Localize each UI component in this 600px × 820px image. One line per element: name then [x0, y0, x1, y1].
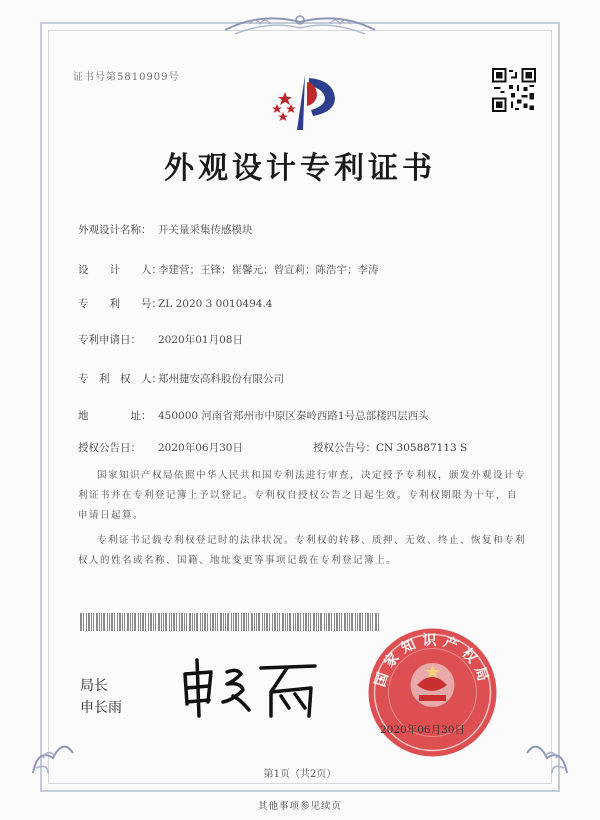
official-seal	[365, 625, 500, 760]
design-name-row	[78, 222, 253, 237]
patent-number-row	[78, 296, 272, 311]
design-name-label: 外观设计名称：	[78, 224, 152, 236]
page-title: 外观设计专利证书	[164, 151, 436, 186]
designer-value: 李建营；王锋；崔馨元；曾宣莉；陈浩宇；李涛	[158, 264, 379, 276]
patentee-label: 专 利 权 人：	[78, 373, 162, 385]
certificate-number: 证书号第5810909号	[73, 72, 180, 83]
cnipa-logo-icon	[255, 70, 355, 140]
grant-date-label: 授权公告日：	[78, 442, 141, 454]
address-value: 450000 河南省郑州市中原区秦岭西路1号总部楼四层西头	[158, 410, 429, 422]
director-title: 局长	[80, 678, 108, 694]
patentee-row	[78, 371, 284, 386]
grant-number-value: CN 305887113 S	[376, 442, 468, 454]
grant-date-value: 2020年06月30日	[158, 442, 243, 454]
grant-date-row	[78, 440, 243, 455]
handwritten-signature	[175, 652, 325, 722]
footer-note: 其他事项参见续页	[257, 801, 342, 812]
seal-text: 国家知识产权局	[372, 633, 493, 689]
grant-number-row	[313, 440, 467, 455]
grant-number-label: 授权公告号：	[313, 442, 376, 454]
body-paragraph-1: 国家知识产权局依照中华人民共和国专利法进行审查，决定授予专利权，颁发外观设计专利证书并在专利登记簿上予以登记。专利权自授权公告之日起生效。专利权期限为十年，自申请日起算。	[78, 470, 527, 521]
address-row	[78, 408, 429, 423]
body-paragraph-2: 专利证书记载专利权登记时的法律状况。专利权的转移、质押、无效、终止、恢复和专利权人的姓名或名称、国籍、地址变更等事项记载在专利登记簿上。	[78, 535, 527, 566]
designer-row	[78, 262, 379, 277]
filing-date-row	[78, 332, 243, 347]
top-ornament	[220, 10, 380, 40]
designer-label: 设 计 人：	[78, 264, 162, 276]
patentee-value: 郑州捷安高科股份有限公司	[158, 373, 284, 385]
filing-date-value: 2020年01月08日	[158, 334, 243, 346]
filing-date-label: 专利申请日：	[78, 334, 141, 346]
patent-number-label: 专 利 号：	[78, 298, 162, 310]
address-label: 地 址：	[78, 410, 152, 422]
patent-number-value: ZL 2020 3 0010494.4	[158, 298, 273, 310]
barcode-strip	[80, 613, 380, 631]
page-number: 第1页（共2页）	[263, 769, 337, 780]
design-name-value: 开关量采集传感模块	[158, 224, 253, 236]
qr-code-icon	[492, 68, 536, 112]
seal-date: 2020年06月30日	[380, 724, 465, 736]
director-name: 申长雨	[80, 700, 122, 716]
